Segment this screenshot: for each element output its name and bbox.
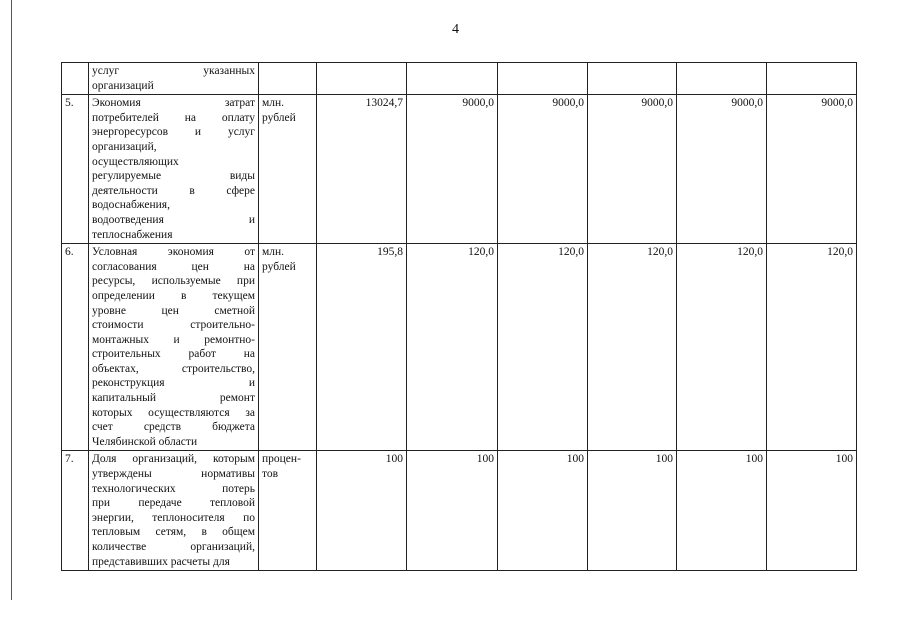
value-cell: 100: [498, 451, 588, 571]
value-cell: 100: [677, 451, 767, 571]
description-line: ресурсы, используемые при: [92, 275, 255, 288]
description-line: счет средств бюджета: [92, 421, 255, 434]
description-line: Условная экономия от: [92, 246, 255, 259]
description-line: энергии, теплоносителя по: [92, 511, 255, 524]
value-cell: 100: [317, 451, 407, 571]
row-number: 6.: [62, 244, 89, 451]
page-left-border-line: [11, 0, 12, 600]
unit-of-measure: млн. рублей: [259, 95, 317, 244]
unit-of-measure: [259, 63, 317, 95]
value-cell: 120,0: [767, 244, 857, 451]
description-line: Экономия затрат: [92, 97, 255, 110]
description-line: Челябинской области: [92, 435, 198, 448]
value-cell: [677, 63, 767, 95]
unit-of-measure: процен- тов: [259, 451, 317, 571]
description-line: согласования цен на: [92, 260, 255, 273]
description-line: при передаче тепловой: [92, 497, 255, 510]
description-line: теплоснабжения: [92, 228, 173, 241]
description-line: реконструкция и: [92, 377, 255, 390]
value-cell: [498, 63, 588, 95]
value-cell: 120,0: [498, 244, 588, 451]
table-row: [62, 63, 857, 95]
description-line: монтажных и ремонтно-: [92, 333, 255, 346]
table-row: [62, 95, 857, 244]
value-cell: 9000,0: [498, 95, 588, 244]
description-line: водоснабжения,: [92, 199, 170, 212]
value-cell: 120,0: [407, 244, 498, 451]
table-body: [62, 63, 857, 571]
description-line: стоимости строительно-: [92, 319, 255, 332]
description-line: деятельности в сфере: [92, 184, 255, 197]
indicator-description: [89, 244, 259, 451]
value-cell: 9000,0: [677, 95, 767, 244]
page-number: 4: [452, 22, 459, 37]
description-line: которых осуществляются за: [92, 406, 255, 419]
table-row: [62, 244, 857, 451]
indicator-description: [89, 95, 259, 244]
value-cell: 9000,0: [588, 95, 677, 244]
description-line: регулируемые виды: [92, 170, 255, 183]
unit-of-measure: млн. рублей: [259, 244, 317, 451]
description-line: организаций: [92, 79, 154, 92]
value-cell: 13024,7: [317, 95, 407, 244]
value-cell: 100: [588, 451, 677, 571]
value-cell: 120,0: [677, 244, 767, 451]
value-cell: 100: [767, 451, 857, 571]
value-cell: [407, 63, 498, 95]
value-cell: 9000,0: [767, 95, 857, 244]
value-cell: [767, 63, 857, 95]
table-row: [62, 451, 857, 571]
indicator-description: [89, 63, 259, 95]
description-line: уровне цен сметной: [92, 304, 255, 317]
value-cell: 195,8: [317, 244, 407, 451]
row-number: 5.: [62, 95, 89, 244]
description-line: энергоресурсов и услуг: [92, 126, 255, 139]
description-line: определении в текущем: [92, 289, 255, 302]
value-cell: 120,0: [588, 244, 677, 451]
description-line: потребителей на оплату: [92, 111, 255, 124]
description-line: услуг указанных: [92, 65, 255, 77]
row-number: 7.: [62, 451, 89, 571]
indicators-table: [61, 62, 857, 571]
description-line: объектах, строительство,: [92, 362, 255, 375]
description-line: представивших расчеты для: [92, 555, 230, 568]
description-line: тепловым сетям, в общем: [92, 526, 255, 539]
description-line: строительных работ на: [92, 348, 255, 361]
description-line: водоотведения и: [92, 213, 255, 226]
description-line: осуществляющих: [92, 155, 179, 168]
row-number: [62, 63, 89, 95]
description-line: Доля организаций, которым: [92, 453, 255, 466]
description-line: организаций,: [92, 140, 157, 153]
description-line: количестве организаций,: [92, 541, 255, 553]
value-cell: 9000,0: [407, 95, 498, 244]
value-cell: [588, 63, 677, 95]
indicator-description: [89, 451, 259, 571]
value-cell: [317, 63, 407, 95]
value-cell: 100: [407, 451, 498, 571]
description-line: утверждены нормативы: [92, 468, 255, 481]
description-line: капитальный ремонт: [92, 392, 255, 405]
description-line: технологических потерь: [92, 482, 255, 495]
